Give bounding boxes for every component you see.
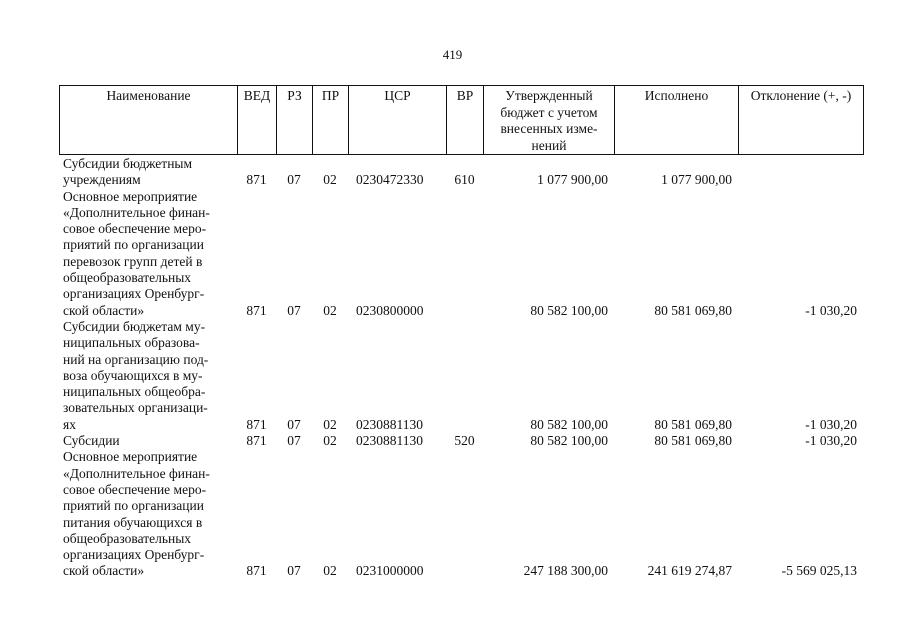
row-deviation: [738, 156, 863, 189]
row-csr: 0230881130: [356, 433, 423, 449]
row-approved: 247 188 300,00: [523, 563, 608, 579]
row-deviation: -1 030,20: [805, 433, 857, 449]
table-row: [59, 319, 863, 433]
row-approved: 80 582 100,00: [530, 433, 608, 449]
row-deviation: -1 030,20: [805, 302, 857, 318]
table-body: [59, 156, 863, 580]
row-csr: 0230881130: [356, 416, 423, 432]
table-row: [59, 433, 863, 449]
row-ved: 871: [246, 302, 267, 318]
header-ved: ВЕД: [238, 86, 277, 155]
row-pr: 02: [323, 302, 337, 318]
row-vr: 520: [454, 433, 475, 449]
row-name: Субсидии: [63, 433, 120, 449]
row-name: Субсидии бюджетным учреждениям: [63, 156, 193, 188]
row-rz: 07: [287, 433, 301, 449]
row-ved: 871: [246, 563, 267, 579]
row-executed: 80 581 069,80: [654, 302, 732, 318]
header-executed: Исполнено: [615, 86, 739, 155]
row-vr: [446, 319, 483, 433]
row-approved: 1 077 900,00: [537, 172, 608, 188]
row-csr: 0230800000: [356, 302, 424, 318]
row-executed: 1 077 900,00: [661, 172, 732, 188]
row-executed: 80 581 069,80: [654, 433, 732, 449]
row-name: Основное мероприятие «Дополнительное финан- совое обеспечение меро- приятий по организации питания обучающихся в общеобразовательных организациях Оренбург- ской области»: [63, 449, 210, 579]
row-rz: 07: [287, 563, 301, 579]
row-deviation: -5 569 025,13: [781, 563, 857, 579]
row-executed: 80 581 069,80: [654, 416, 732, 432]
row-approved: 80 582 100,00: [530, 416, 608, 432]
row-pr: 02: [323, 563, 337, 579]
row-csr: 0230472330: [356, 172, 424, 188]
row-rz: 07: [287, 416, 301, 432]
table-row: [59, 189, 863, 319]
row-name: Основное мероприятие «Дополнительное финан- совое обеспечение меро- приятий по организации перевозок групп детей в общеобразовательных организациях Оренбург- ской области»: [63, 188, 210, 318]
row-pr: 02: [323, 416, 337, 432]
row-vr: [446, 449, 483, 579]
row-ved: 871: [246, 416, 267, 432]
row-deviation: -1 030,20: [805, 416, 857, 432]
row-vr: [446, 189, 483, 319]
table-rows: [59, 156, 863, 580]
row-ved: 871: [246, 433, 267, 449]
row-pr: 02: [323, 172, 337, 188]
header-csr: ЦСР: [349, 86, 447, 155]
row-pr: 02: [323, 433, 337, 449]
header-name: Наименование: [60, 86, 238, 155]
header-rz: РЗ: [277, 86, 313, 155]
row-approved: 80 582 100,00: [530, 302, 608, 318]
row-rz: 07: [287, 172, 301, 188]
row-csr: 0231000000: [356, 563, 424, 579]
row-rz: 07: [287, 302, 301, 318]
row-vr: 610: [454, 172, 475, 188]
header-approved: Утвержденный бюджет с учетом внесенных изме-нений: [484, 86, 615, 155]
row-name: Субсидии бюджетам му- ниципальных образова- ний на организацию под- воза обучающихся в му- ниципальных общеобра- зовательных организаци- ях: [63, 318, 209, 432]
row-executed: 241 619 274,87: [647, 563, 732, 579]
page-number: 419: [442, 47, 463, 62]
header-pr: ПР: [313, 86, 349, 155]
header-vr: ВР: [447, 86, 484, 155]
table-header: [59, 85, 864, 155]
row-ved: 871: [246, 172, 267, 188]
table-row: [59, 156, 863, 189]
table-row: [59, 449, 863, 579]
header-deviation: Отклонение (+, -): [739, 86, 864, 155]
